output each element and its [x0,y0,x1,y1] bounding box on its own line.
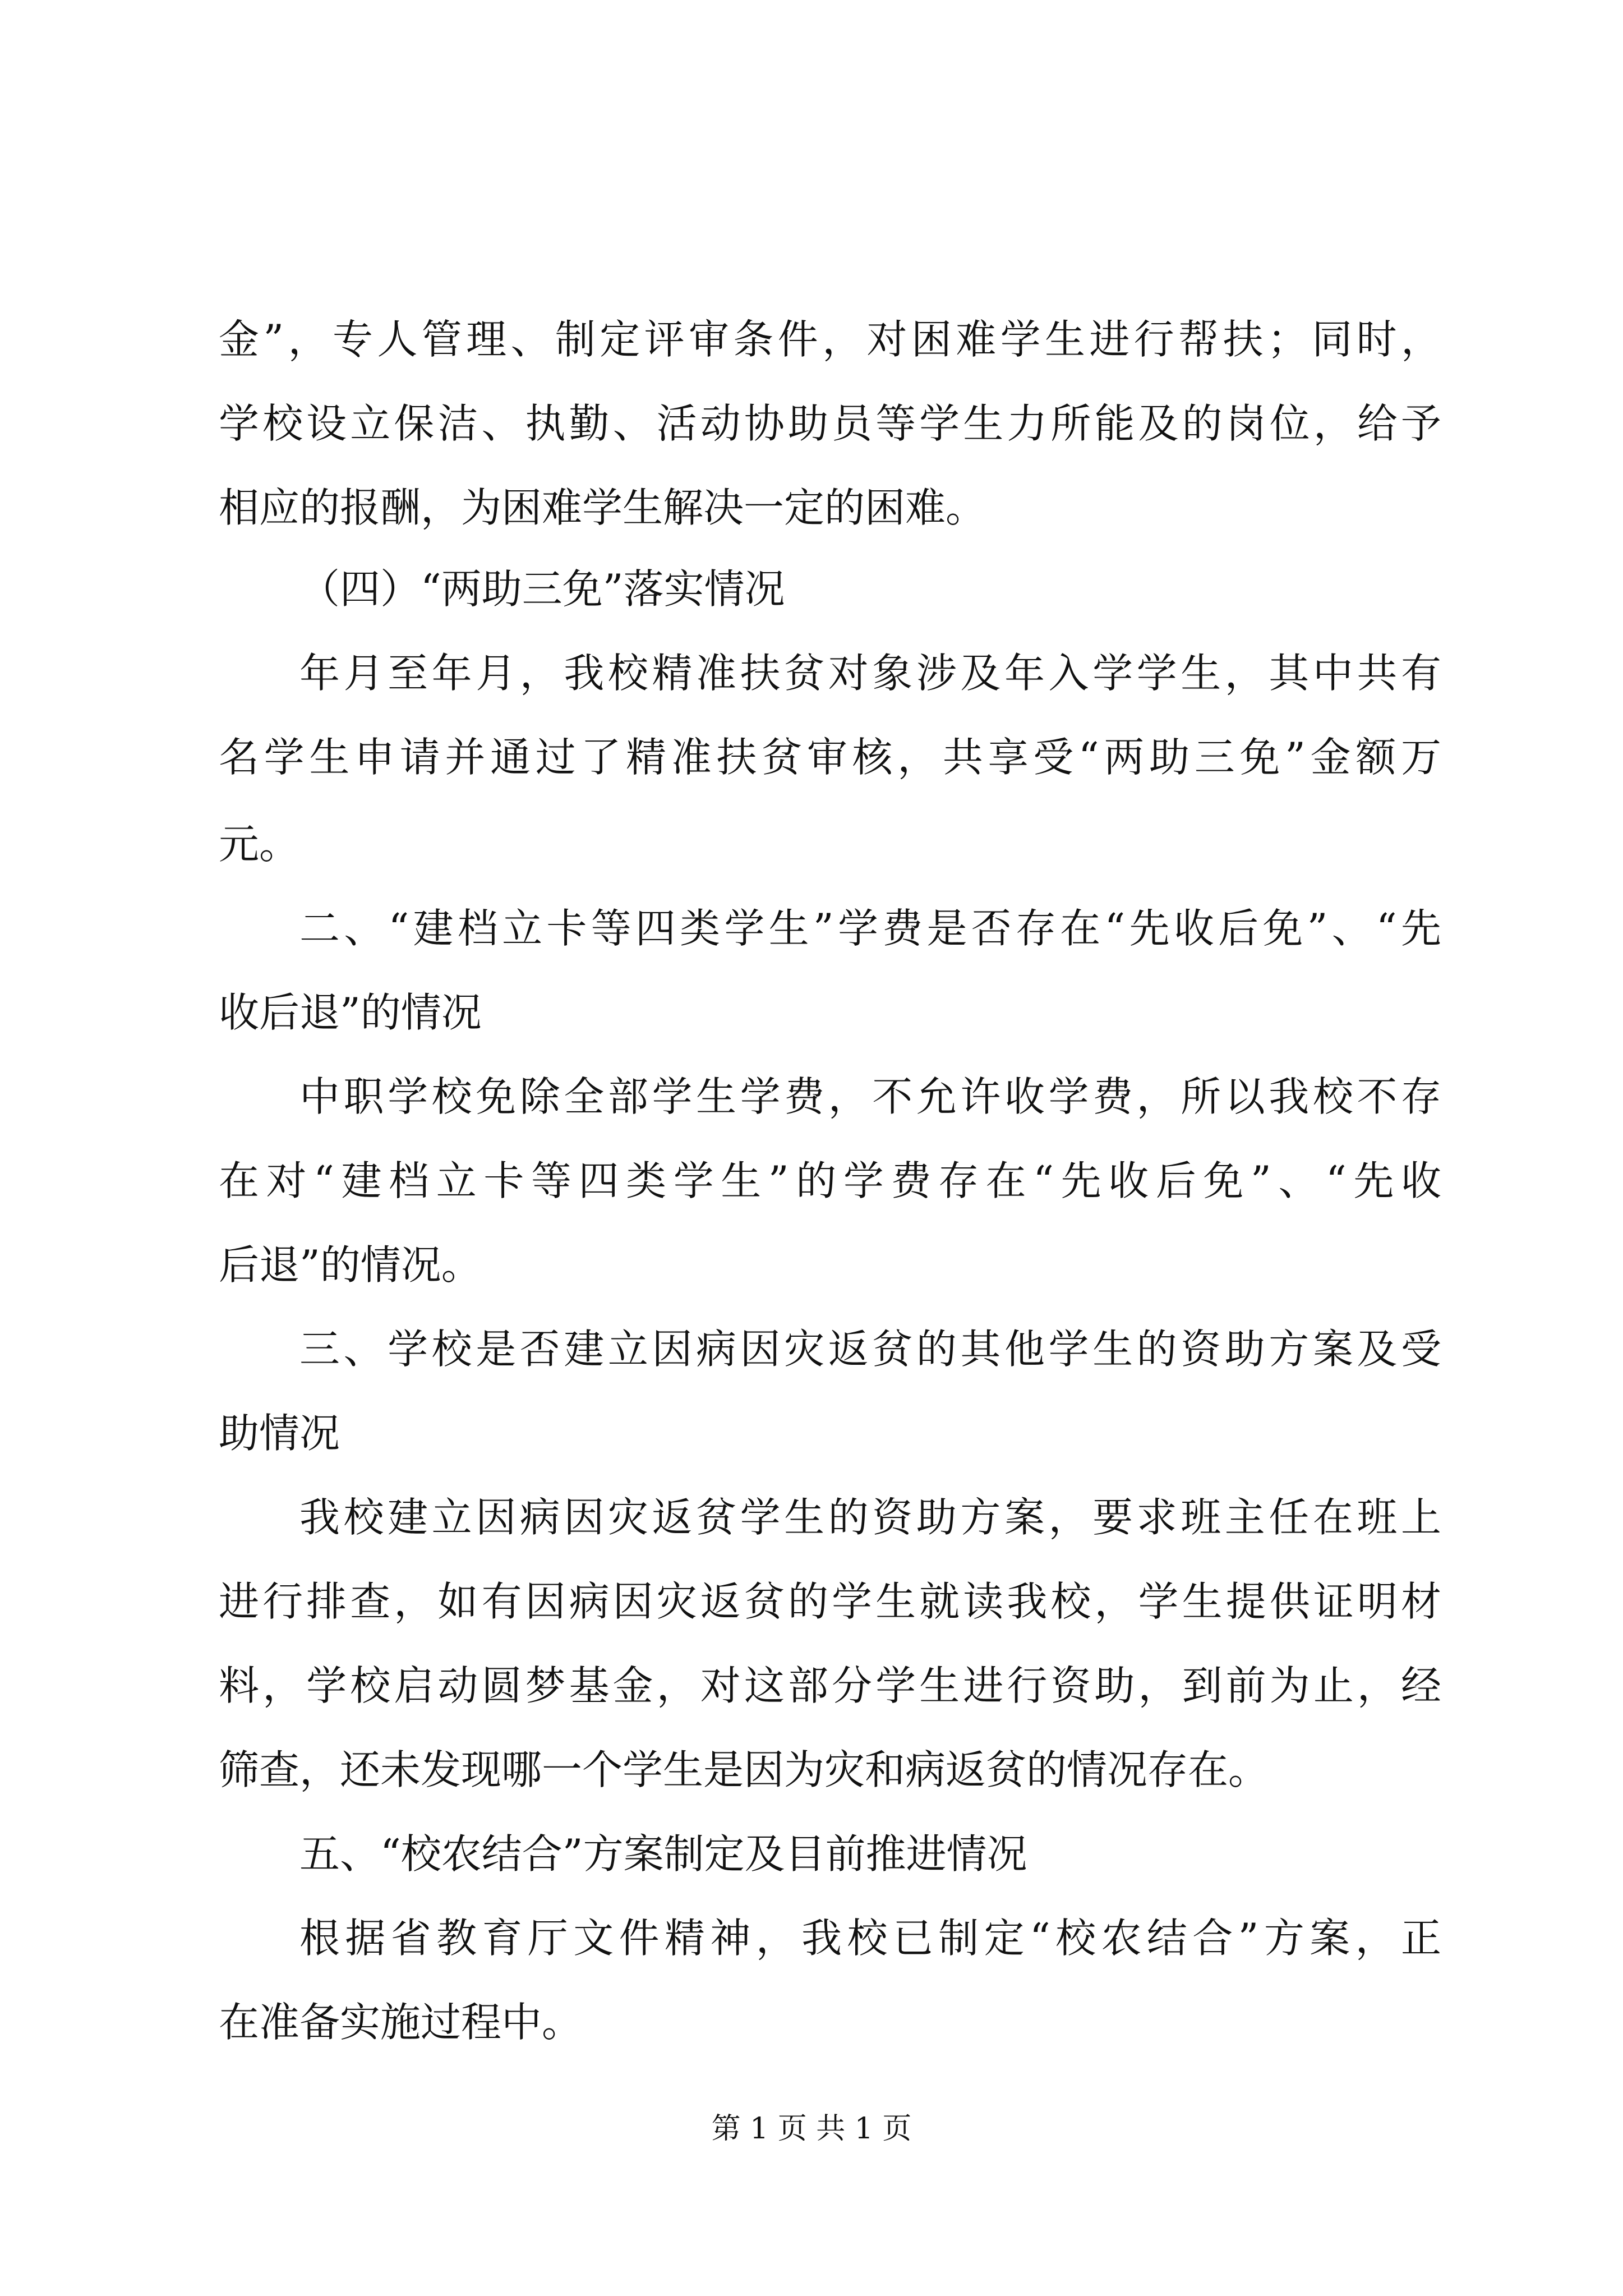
body-text-line: 根据省教育厅文件精神，我校已制定“校农结合”方案，正 [299,1915,1441,1962]
section-heading: 五、“校农结合”方案制定及目前推进情况 [299,1830,1027,1878]
body-text-line: 料，学校启动圆梦基金，对这部分学生进行资助，到前为止，经 [219,1662,1441,1709]
section-heading: 收后退”的情况 [219,989,482,1036]
body-text-line: 名学生申请并通过了精准扶贫审核，共享受“两助三免”金额万 [219,734,1441,781]
body-text-line: 进行排查，如有因病因灾返贫的学生就读我校，学生提供证明材 [219,1578,1441,1625]
section-heading: 助情况 [219,1410,340,1457]
body-text-line: 我校建立因病因灾返贫学生的资助方案，要求班主任在班上 [299,1494,1441,1541]
body-text-line: 元。 [219,821,300,868]
body-text-line: 中职学校免除全部学生学费，不允许收学费，所以我校不存 [299,1073,1441,1120]
body-text-line: 在准备实施过程中。 [219,1999,583,2046]
body-text-line: 相应的报酬，为困难学生解决一定的困难。 [219,484,986,531]
body-text-line: 学校设立保洁、执勤、活动协助员等学生力所能及的岗位，给予 [219,400,1441,447]
section-heading: 三、学校是否建立因病因灾返贫的其他学生的资助方案及受 [299,1326,1441,1373]
section-heading: （四）“两助三免”落实情况 [299,565,785,613]
body-text-line: 年月至年月，我校精准扶贫对象涉及年入学学生，其中共有 [299,650,1441,697]
body-text-line: 筛查，还未发现哪一个学生是因为灾和病返贫的情况存在。 [219,1746,1269,1793]
body-text-line: 后退”的情况。 [219,1241,482,1289]
body-text-line: 在对“建档立卡等四类学生”的学费存在“先收后免”、“先收 [219,1157,1441,1204]
section-heading: 二、“建档立卡等四类学生”学费是否存在“先收后免”、“先 [299,905,1441,952]
body-text-line: 金”，专人管理、制定评审条件，对困难学生进行帮扶；同时， [219,316,1441,363]
page-footer: 第 1 页 共 1 页 [711,2112,912,2146]
